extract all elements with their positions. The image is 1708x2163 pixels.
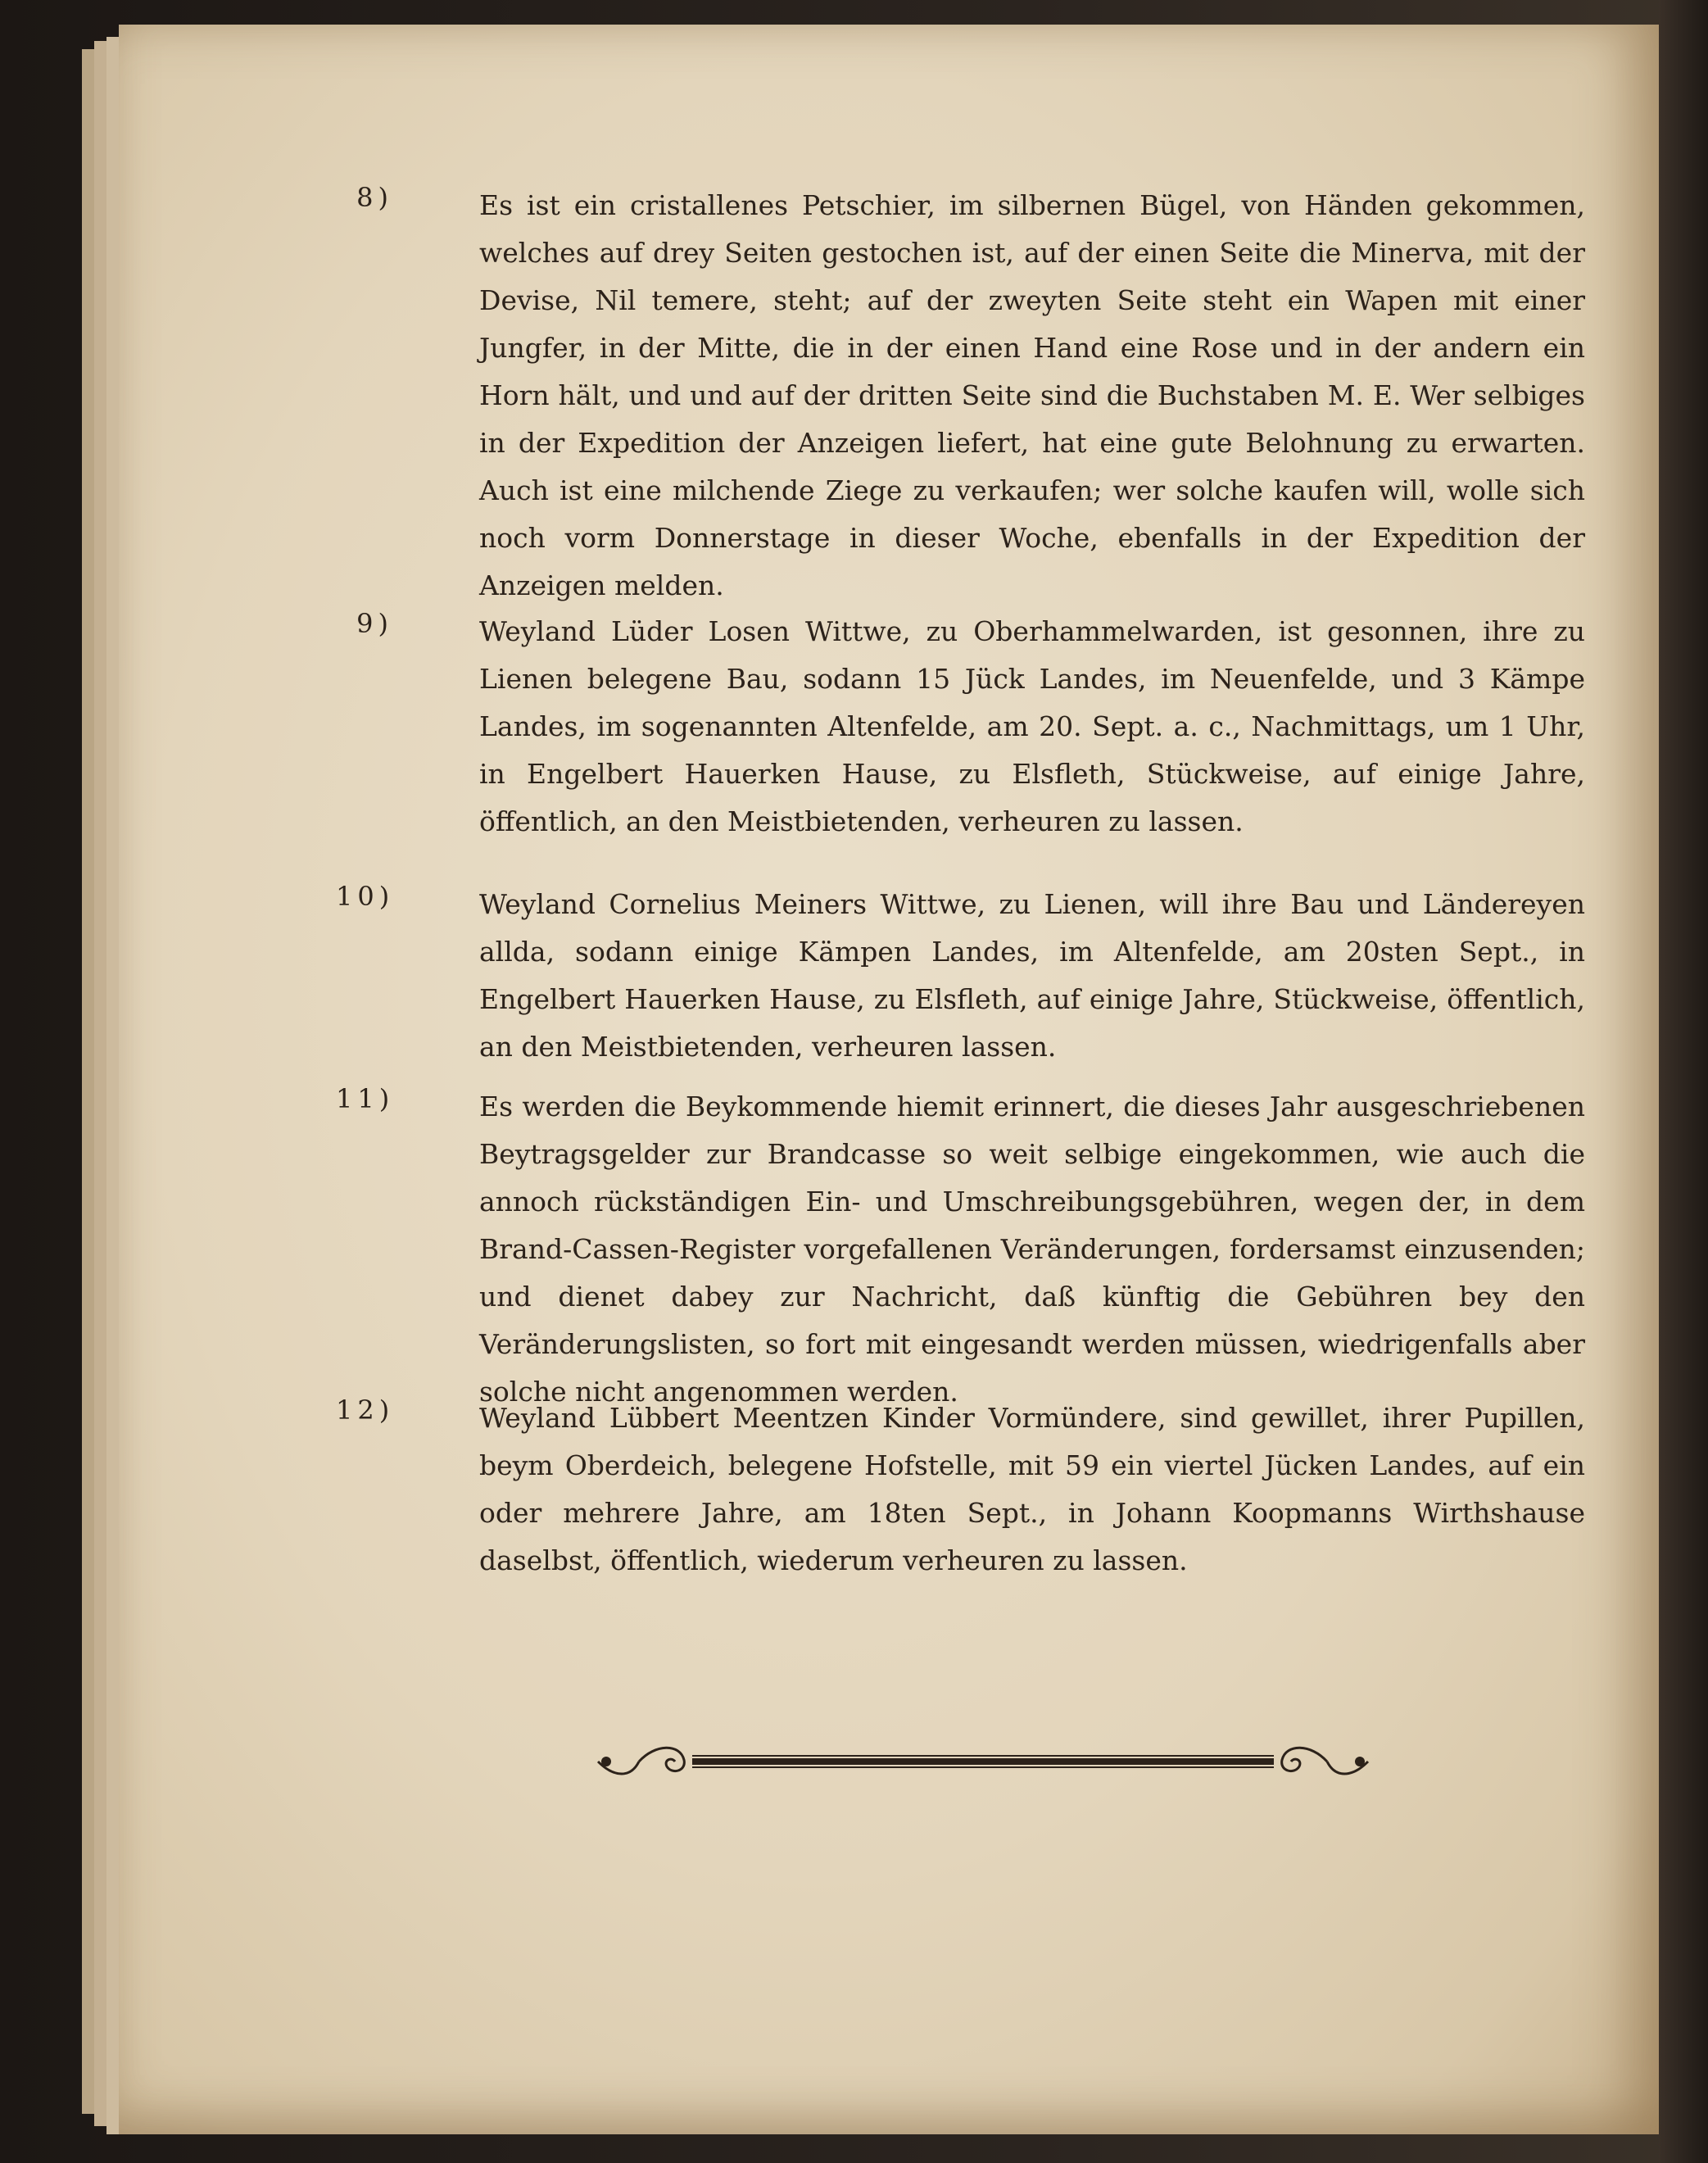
notice-entry	[336, 881, 1585, 1071]
entry-text: Es werden die Beykommende hiemit erinnert, die dieses Jahr ausgeschriebenen Beytragsgelder zur Brandcasse so weit selbige eingekommen, wie auch die annoch rückständigen Ein- und Umschreibungsgebühren, wegen der, in dem Brand-Cassen-Register vorgefallenen Veränderungen, fordersamst einzusenden; und dienet dabey zur Nachricht, daß künftig die Gebühren bey den Veränderungslisten, so fort mit eingesandt werden müssen, wiedrigenfalls aber solche nicht angenommen werden.	[479, 1091, 1585, 1408]
notice-entry	[356, 608, 1585, 846]
decorative-ornament-divider	[590, 1737, 1376, 1786]
entry-number: 11)	[336, 1083, 395, 1114]
entry-number: 10)	[336, 881, 395, 912]
entry-number: 8)	[356, 182, 393, 213]
entry-text: Es ist ein cristallenes Petschier, im silbernen Bügel, von Händen gekommen, welches auf drey Seiten gestochen ist, auf der einen Seite die Minerva, mit der Devise, Nil temere, steht; auf der zweyten Seite steht ein Wapen mit einer Jungfer, in der Mitte, die in der einen Hand eine Rose und in der andern ein Horn hält, und und auf der dritten Seite sind die Buchstaben M. E. Wer selbiges in der Expedition der Anzeigen liefert, hat eine gute Belohnung zu erwarten. Auch ist eine milchende Ziege zu verkaufen; wer solche kaufen will, wolle sich noch vorm Donnerstage in dieser Woche, ebenfalls in der Expedition der Anzeigen melden.	[479, 189, 1585, 601]
entry-text: Weyland Lübbert Meentzen Kinder Vormündere, sind gewillet, ihrer Pupillen, beym Oberdeich, belegene Hofstelle, mit 59 ein viertel Jücken Landes, auf ein oder mehrere Jahre, am 18ten Sept., in Johann Koopmanns Wirthshause daselbst, öffentlich, wiederum verheuren zu lassen.	[479, 1402, 1585, 1576]
book-binding	[1659, 0, 1708, 2163]
entry-number: 9)	[356, 608, 393, 639]
entry-text: Weyland Cornelius Meiners Wittwe, zu Lienen, will ihre Bau und Ländereyen allda, sodann einige Kämpen Landes, im Altenfelde, am 20sten Sept., in Engelbert Hauerken Hause, zu Elsfleth, auf einige Jahre, Stückweise, öffentlich, an den Meistbietenden, verheuren lassen.	[479, 888, 1585, 1063]
entry-number: 12)	[336, 1394, 395, 1426]
notice-entry	[336, 1394, 1585, 1585]
notice-entry	[356, 182, 1585, 610]
entry-text: Weyland Lüder Losen Wittwe, zu Oberhammelwarden, ist gesonnen, ihre zu Lienen belegene Bau, sodann 15 Jück Landes, im Neuenfelde, und 3 Kämpe Landes, im sogenannten Altenfelde, am 20. Sept. a. c., Nachmittags, um 1 Uhr, in Engelbert Hauerken Hause, zu Elsfleth, Stückweise, auf einige Jahre, öffentlich, an den Meistbietenden, verheuren zu lassen.	[479, 615, 1585, 837]
